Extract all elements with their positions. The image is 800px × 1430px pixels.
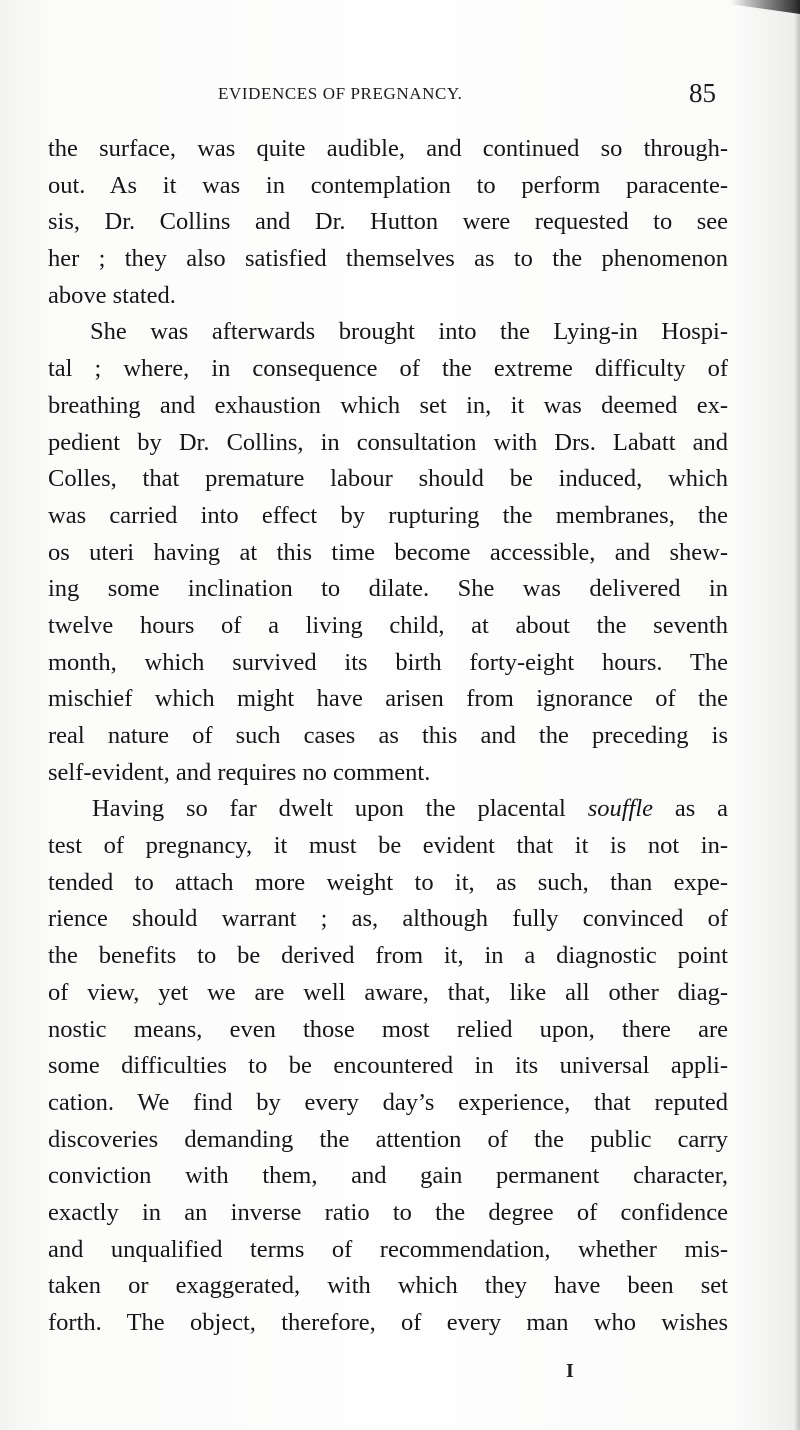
italic-word: souffle [587,795,654,823]
text-line: tended to attach more weight to it, as such, than expe- [48,868,728,896]
text-line: her ; they also satisfied themselves as to the phenomenon [48,245,728,273]
text-line: sis, Dr. Collins and Dr. Hutton were requested to see [48,208,728,236]
text-line: real nature of such cases as this and the preceding is [48,722,728,749]
text-line: nostic means, even those most relied upon, there are [48,1015,728,1043]
text-line: was carried into effect by rupturing the membranes, the [48,501,728,529]
text-line: exactly in an inverse ratio to the degree of confidence [48,1198,728,1226]
text-line: the benefits to be derived from it, in a diagnostic point [48,942,728,970]
page-header [48,78,728,112]
text-line: test of pregnancy, it must be evident that it is not in- [48,832,728,860]
page-corner-shadow [730,0,800,14]
text-line: conviction with them, and gain permanent character, [48,1162,728,1190]
page-edge-shadow [794,0,800,1430]
text-line: forth. The object, therefore, of every man who wishes [48,1309,728,1336]
text-segment: Having so far dwelt upon the placental [92,795,566,823]
text-line: twelve hours of a living child, at about the seventh [48,611,728,639]
text-line: self-evident, and requires no comment. [48,758,431,786]
text-line: above stated. [48,281,176,309]
text-line: and unqualified terms of recommendation, whether mis- [48,1235,728,1263]
signature-mark: I [566,1360,574,1382]
text-line: mischief which might have arisen from ignorance of the [48,685,728,713]
text-line: tal ; where, in consequence of the extreme difficulty of [48,355,728,383]
body-text [48,131,728,1342]
text-line: cation. We find by every day’s experience, that reputed [48,1088,728,1116]
text-line: rience should warrant ; as, although fully convinced of [48,905,728,933]
text-line: month, which survived its birth forty-eight hours. The [48,648,728,676]
text-line: of view, yet we are well aware, that, like all other diag- [48,978,728,1006]
page-number: 85 [689,78,716,108]
running-head: EVIDENCES OF PREGNANCY. [218,84,463,103]
text-line: breathing and exhaustion which set in, it was deemed ex- [48,391,728,419]
text-line: some difficulties to be encountered in its universal appli- [48,1052,728,1080]
text-line: the surface, was quite audible, and continued so through- [48,135,728,162]
text-segment: as a [674,795,729,823]
paragraph-start-line [48,791,728,828]
text-line: taken or exaggerated, with which they have been set [48,1272,728,1300]
text-line: os uteri having at this time become accessible, and shew- [48,538,728,566]
text-line: ing some inclination to dilate. She was delivered in [48,575,728,603]
paragraph-start-line: She was afterwards brought into the Lying-in Hospi- [90,318,728,346]
text-line: pedient by Dr. Collins, in consultation with Drs. Labatt and [48,428,728,456]
text-line: out. As it was in contemplation to perform paracente- [48,171,728,199]
text-line: discoveries demanding the attention of the public carry [48,1125,728,1153]
text-line: Colles, that premature labour should be induced, which [48,465,728,493]
